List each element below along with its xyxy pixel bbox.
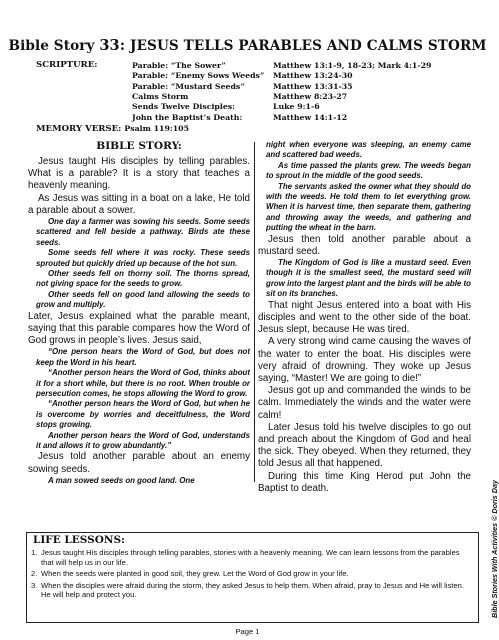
story-title: JESUS TELLS PARABLES AND CALMS STORM <box>125 38 487 54</box>
scripture-row <box>36 61 486 72</box>
column-divider <box>254 142 255 482</box>
parable-quote: Another person hears the Word of God, understands it and allows it to grow abundantly.” <box>36 430 250 450</box>
life-lesson-number: 1. <box>31 548 38 557</box>
parable-quote: One day a farmer was sowing his seeds. Some seeds scattered and fell beside a pathway. Birds ate these seeds. <box>36 217 250 247</box>
life-lesson-text: When the seeds were planted in good soil, they grew. Let the Word of God grow in your life. <box>41 569 349 579</box>
title-prefix: Bible Story <box>8 38 100 54</box>
parable-quote: The servants asked the owner what they should do with the weeds. He told them to let everything grow. When it is harvest time, then separate them, gathering and throwing away the weeds, and gathering and putting the wheat in the barn. <box>266 181 471 233</box>
story-paragraph: Jesus then told another parable about a mustard seed. <box>258 233 471 257</box>
story-paragraph: Later, Jesus explained what the parable meant, saying that this parable compares how the Word of God grows in people’s lives. Jesus said, <box>28 310 250 347</box>
scripture-row <box>36 82 486 93</box>
story-paragraph: That night Jesus entered into a boat with His disciples and went to the other side of the boat. Jesus slept, because He was tired. <box>258 299 471 336</box>
parable-quote: A man sowed seeds on good land. One <box>48 475 195 485</box>
scripture-reference: Matthew 13:31-35 <box>273 81 353 91</box>
story-paragraph: Jesus got up and commanded the winds to be calm. Immediately the winds and the water were calm! <box>258 385 471 421</box>
life-lesson-text: When the disciples were afraid during the storm, they asked Jesus to help them. When afraid, pray to Jesus and He will listen. He will help and protect you. <box>41 580 464 600</box>
story-column-left <box>28 140 250 486</box>
life-lesson-number: 2. <box>31 569 38 579</box>
scripture-reference: Luke 9:1-6 <box>273 102 320 112</box>
scripture-reference: Matthew 14:1-12 <box>273 112 348 122</box>
scripture-row <box>36 71 486 82</box>
parable-quote: Other seeds fell on good land allowing the seeds to grow and multiply. <box>36 289 250 310</box>
life-lessons-box <box>26 532 479 623</box>
scripture-reference: Matthew 8:23-27 <box>273 91 348 101</box>
memory-verse-label: MEMORY VERSE: <box>36 124 122 134</box>
parable-quote: Other seeds fell on thorny soil. The thorns spread, not giving space for the seeds to grow. <box>36 269 250 289</box>
scripture-passage-name: Parable: “Mustard Seeds” <box>132 81 245 91</box>
story-paragraph: During this time King Herod put John the Baptist to death. <box>258 470 471 494</box>
story-paragraph: Later Jesus told his twelve disciples to go out and preach about the Kingdom of God and heal the sick. They obeyed. When they returned, they told Jesus all that happened. <box>258 421 471 470</box>
scripture-passage-name: Parable: “The Sower” <box>132 61 226 70</box>
story-paragraph: Jesus told another parable about an enemy sowing seeds. <box>28 451 250 475</box>
bible-story-heading: BIBLE STORY: <box>96 140 182 152</box>
sidebar-credit: Bible Stories With Activities © Doris Day <box>490 480 499 618</box>
scripture-passage-name: Sends Twelve Disciples: <box>132 102 236 112</box>
life-lesson-item <box>31 580 473 600</box>
parable-quote: Some seeds fell where it was rocky. These seeds sprouted but quickly dried up because of the hot sun. <box>36 248 250 268</box>
story-paragraph: A very strong wind came causing the waves of the water to enter the boat. His disciples were very afraid of drowning. They woke up Jesus saying, “Master! We are going to die!” <box>258 336 471 384</box>
scripture-label: SCRIPTURE: <box>36 60 98 70</box>
scripture-passage-name: Parable: “Enemy Sows Weeds” <box>132 71 265 81</box>
parable-quote: “Another person hears the Word of God, but when he is overcome by worries and deceitfulness, the Word stops growing. <box>36 399 250 430</box>
memory-verse-reference: Psalm 119:105 <box>124 124 190 133</box>
parable-quote: “One person hears the Word of God, but does not keep the Word in his heart. <box>36 347 250 367</box>
life-lessons-heading: LIFE LESSONS: <box>33 534 125 546</box>
story-column-right <box>258 140 471 495</box>
story-paragraph: As Jesus was sitting in a boat on a lake, He told a parable about a sower. <box>28 192 250 216</box>
page-title <box>0 37 495 54</box>
life-lesson-number: 3. <box>31 580 38 590</box>
scripture-passage-name: John the Baptist’s Death: <box>132 112 243 122</box>
scripture-reference: Matthew 13:1-9, 18-23; Mark 4:1-29 <box>273 61 432 70</box>
parable-quote: night when everyone was sleeping, an enemy came and scattered bad weeds. <box>266 140 471 160</box>
life-lesson-text: Jesus taught His disciples through telling parables, stories with a heavenly meaning. We can learn lessons from the parables that will help us in our life. <box>41 548 460 567</box>
scripture-reference: Matthew 13:24-30 <box>273 71 353 81</box>
story-number: 33: <box>99 37 126 54</box>
parable-quote: The Kingdom of God is like a mustard seed. Even though it is the smallest seed, the mustard seed will grow into the largest plant and the birds will be able to sit on its branches. <box>266 258 471 299</box>
scripture-passage-name: Calms Storm <box>132 91 189 101</box>
memory-verse <box>36 124 189 134</box>
page-number: Page 1 <box>235 627 260 636</box>
story-paragraph: Jesus taught His disciples by telling parables. What is a parable? It is a story that teaches a heavenly meaning. <box>28 156 250 192</box>
scripture-row <box>36 92 486 103</box>
life-lesson-item <box>31 548 473 567</box>
life-lesson-item <box>31 569 473 579</box>
scripture-row <box>36 113 486 124</box>
life-lessons-list <box>27 548 473 602</box>
parable-quote: As time passed the plants grew. The weeds began to sprout in the middle of the good seeds. <box>266 160 471 181</box>
scripture-section <box>36 60 486 120</box>
parable-quote: “Another person hears the Word of God, thinks about it for a short while, but there is no root. When trouble or persecution comes, he stops allowing the Word to grow. <box>36 368 250 398</box>
scripture-row <box>36 102 486 113</box>
